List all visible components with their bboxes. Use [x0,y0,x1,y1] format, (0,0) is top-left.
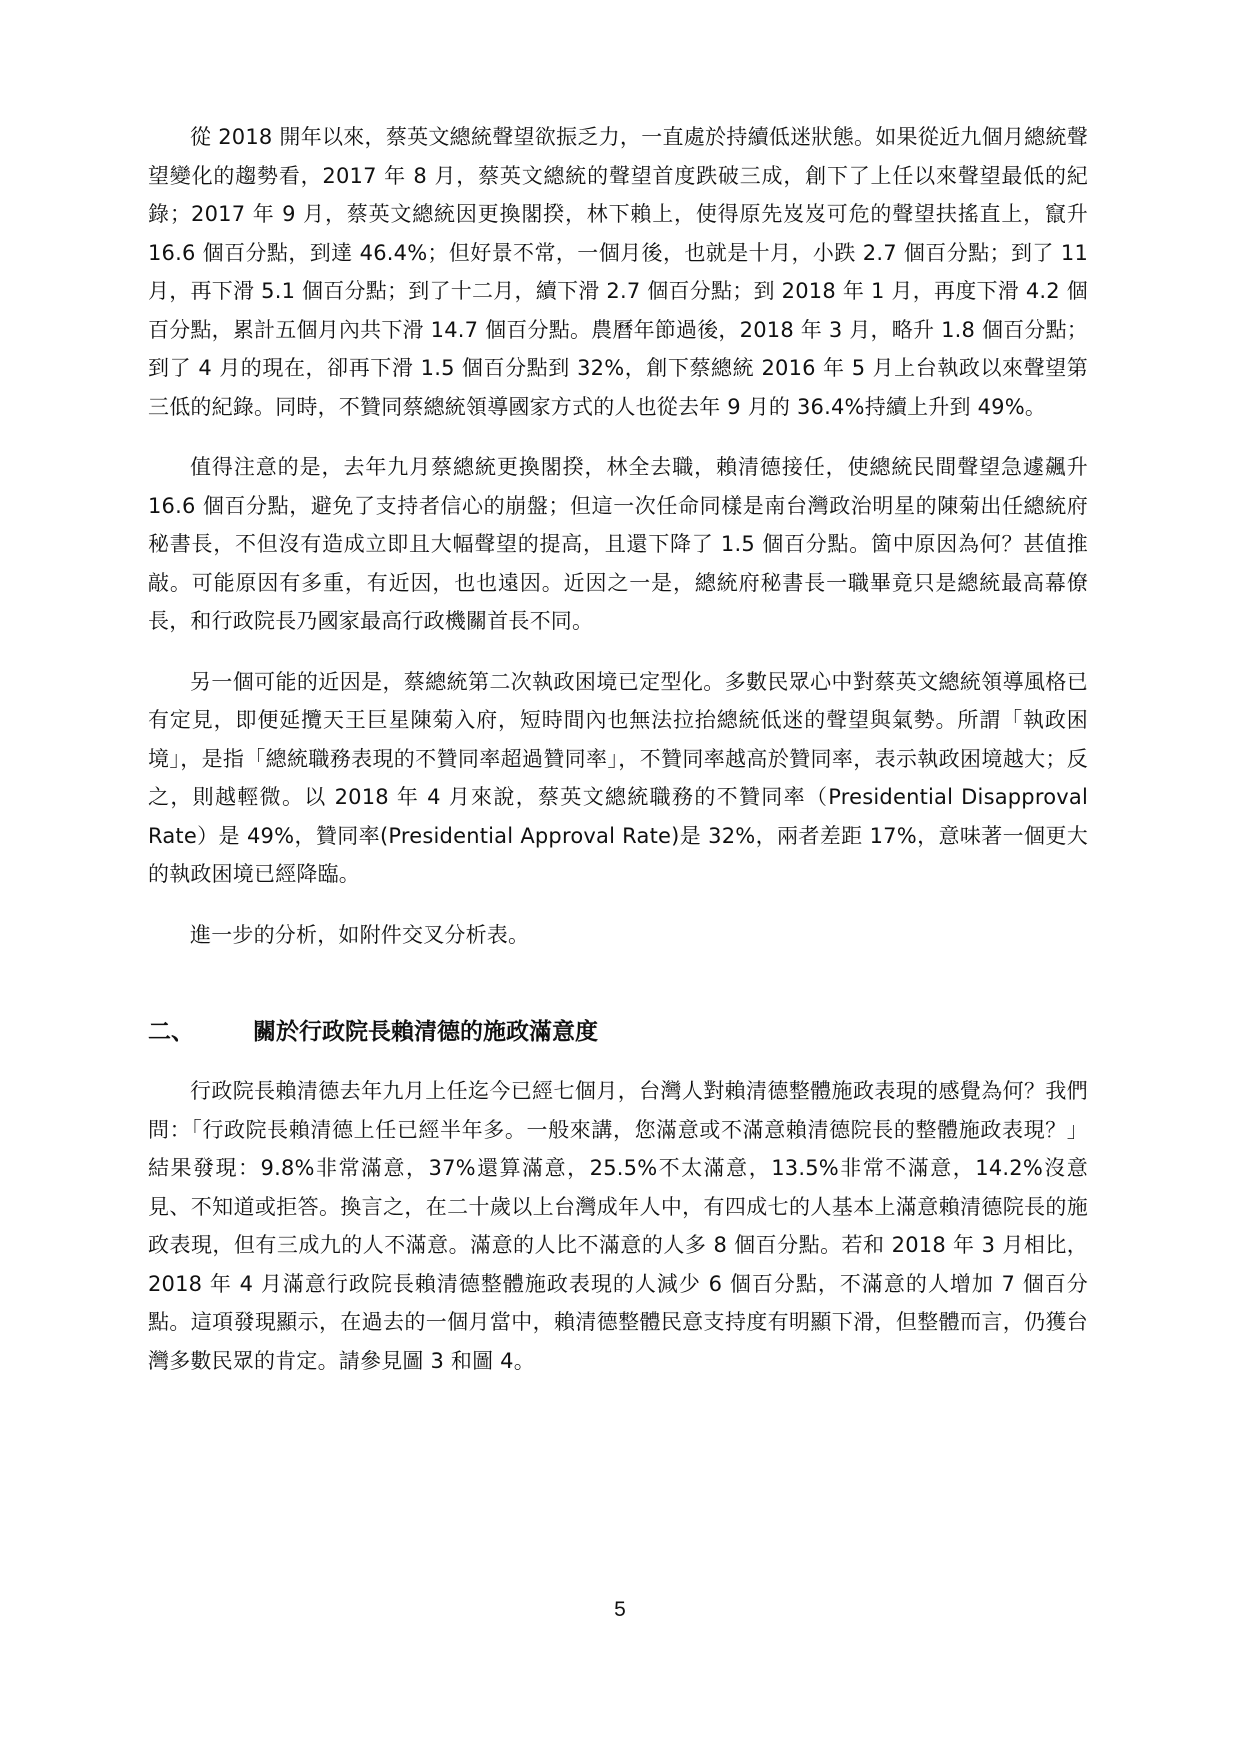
body-paragraph: 行政院長賴清德去年九月上任迄今已經七個月，台灣人對賴清德整體施政表現的感覺為何？我們問：「行政院長賴清德上任已經半年多。一般來講，您滿意或不滿意賴清德院長的整體施政表現？」結果發現：9.8%非常滿意，37%還算滿意，25.5%不太滿意，13.5%非常不滿意，14.2%沒意見、不知道或拒答。換言之，在二十歲以上台灣成年人中，有四成七的人基本上滿意賴清德院長的施政表現，但有三成九的人不滿意。滿意的人比不滿意的人多 8 個百分點。若和 2018 年 3 月相比，2018 年 4 月滿意行政院長賴清德整體施政表現的人減少 6 個百分點，不滿意的人增加 7 個百分點。這項發現顯示，在過去的一個月當中，賴清德整體民意支持度有明顯下滑，但整體而言，仍獲台灣多數民眾的肯定。請參見圖 3 和圖 4。 [148,1079,1088,1373]
section-number: 二、 [148,1019,194,1045]
body-paragraph: 從 2018 開年以來，蔡英文總統聲望欲振乏力，一直處於持續低迷狀態。如果從近九個月總統聲望變化的趨勢看，2017 年 8 月，蔡英文總統的聲望首度跌破三成，創下了上任以來聲望最低的紀錄；2017 年 9 月，蔡英文總統因更換閣揆，林下賴上，使得原先岌岌可危的聲望扶搖直上，竄升 16.6 個百分點，到達 46.4%；但好景不常，一個月後，也就是十月，小跌 2.7 個百分點；到了 11 月，再下滑 5.1 個百分點；到了十二月，續下滑 2.7 個百分點；到 2018 年 1 月，再度下滑 4.2 個百分點，累計五個月內共下滑 14.7 個百分點。農曆年節過後，2018 年 3 月，略升 1.8 個百分點；到了 4 月的現在，卻再下滑 1.5 個百分點到 32%，創下蔡總統 2016 年 5 月上台執政以來聲望第三低的紀錄。同時，不贊同蔡總統領導國家方式的人也從去年 9 月的 36.4%持續上升到 49%。 [148,125,1088,419]
section-title: 關於行政院長賴清德的施政滿意度 [253,1019,598,1045]
document-page [148,118,1088,1402]
body-paragraph: 值得注意的是，去年九月蔡總統更換閣揆，林全去職，賴清德接任，使總統民間聲望急遽飆升 16.6 個百分點，避免了支持者信心的崩盤；但這一次任命同樣是南台灣政治明星的陳菊出任總統府秘書長，不但沒有造成立即且大幅聲望的提高，且還下降了 1.5 個百分點。箇中原因為何？甚值推敲。可能原因有多重，有近因，也也遠因。近因之一是，總統府秘書長一職畢竟只是總統最高幕僚長，和行政院長乃國家最高行政機關首長不同。 [148,455,1088,633]
page-number: 5 [614,1598,626,1621]
body-paragraph: 另一個可能的近因是，蔡總統第二次執政困境已定型化。多數民眾心中對蔡英文總統領導風格已有定見，即便延攬天王巨星陳菊入府，短時間內也無法拉抬總統低迷的聲望與氣勢。所謂「執政困境」，是指「總統職務表現的不贊同率超過贊同率」，不贊同率越高於贊同率，表示執政困境越大；反之，則越輕微。以 2018 年 4 月來說，蔡英文總統職務的不贊同率（Presidential Disapproval Rate）是 49%，贊同率(Presidential Approval Rate)是 32%，兩者差距 17%，意味著一個更大的執政困境已經降臨。 [148,669,1088,886]
body-paragraph: 進一步的分析，如附件交叉分析表。 [190,922,530,947]
section-heading [148,1012,1088,1052]
